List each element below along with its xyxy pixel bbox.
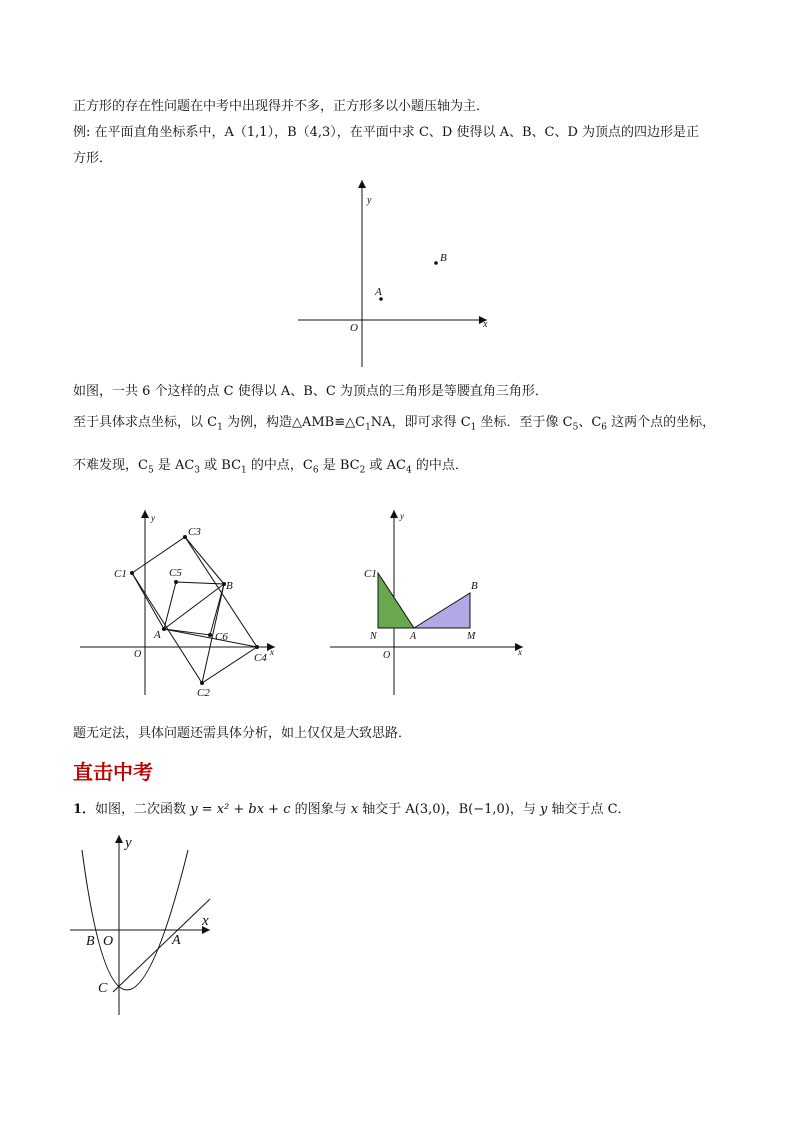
problem1-line: [73, 801, 631, 819]
problem1-text: 轴交于点 C．: [547, 802, 631, 817]
figure2-segment-bc3: [185, 537, 224, 584]
figure2-label-c5: C5: [169, 567, 182, 579]
explain-text: NA，即可求得 C: [370, 415, 471, 430]
figure2-label-c4: C4: [254, 652, 267, 664]
subscript: 1: [241, 465, 247, 476]
closing-line: 题无定法，具体问题还需具体分析，如上仅仅是大致思路．: [73, 726, 412, 741]
figure1-x-label: x: [483, 319, 488, 330]
subscript: 5: [147, 465, 154, 476]
explain-text: 或 BC: [200, 458, 242, 473]
subscript: 5: [572, 422, 579, 433]
figure4-label-b: B: [86, 934, 95, 949]
explain-text: 的中点，C: [246, 458, 313, 473]
problem1-formula: y = x² + bx + c: [190, 802, 291, 817]
problem1-text: 的图象与: [290, 802, 351, 817]
figure3-label-n: N: [370, 631, 377, 642]
figure4-origin-label: O: [103, 934, 114, 949]
explain-text: 、C: [578, 415, 602, 430]
figure2-point-c6: [208, 633, 212, 637]
explain-text: 的中点．: [411, 458, 468, 473]
subscript: 2: [359, 465, 366, 476]
figure2-point-c3: [183, 535, 187, 539]
figure1-label-a: A: [375, 286, 382, 298]
figure2-origin-label: O: [134, 649, 142, 660]
example-prefix: 例: 在平面直角坐标系中，: [73, 125, 225, 140]
figure4-label-c: C: [98, 981, 108, 996]
figure3-origin-label: O: [383, 650, 391, 661]
explain-text: 至于具体求点坐标，以 C: [73, 415, 218, 430]
figure2-label-a: A: [154, 629, 161, 641]
subscript: 3: [194, 465, 201, 476]
figure4-parabola-graph: [70, 832, 220, 1022]
figure1-y-label: y: [367, 195, 372, 206]
figure2-x-label: x: [270, 647, 274, 657]
explain-text: 为例，构造△AMB≌△C: [222, 415, 366, 430]
subscript: 1: [365, 422, 371, 433]
intro-line-1: 正方形的存在性问题在中考中出现得并不多，正方形多以小题压轴为主．: [73, 99, 490, 114]
figure2-point-c1: [130, 571, 134, 575]
subscript: 1: [217, 422, 223, 433]
figure3-label-c1: C1: [364, 568, 377, 580]
figure4-label-a: A: [172, 933, 181, 948]
figure2-y-label: y: [151, 513, 155, 523]
figure2-label-b: B: [226, 580, 233, 592]
subscript: 6: [312, 465, 319, 476]
subscript: 1: [470, 422, 477, 433]
figure4-y-label: y: [125, 835, 132, 851]
figure2-squares-diagram: [80, 505, 290, 700]
figure2-point-c4: [255, 645, 259, 649]
figure3-label-m: M: [467, 631, 476, 642]
figure3-green-triangle: [378, 573, 414, 628]
figure2-label-c1: C1: [114, 568, 127, 580]
figure2-label-c3: C3: [188, 526, 201, 538]
problem1-x-var: x: [350, 802, 359, 817]
figure1-point-b: [434, 261, 438, 265]
figure2-label-c6: C6: [215, 631, 228, 643]
figure2-y-arrow: [141, 510, 149, 518]
problem1-y-var: y: [539, 802, 548, 817]
example-points: A（1,1），B（4,3），在平面中求 C、D 使得以 A、B、C、D 为顶点的四边形是正: [224, 125, 700, 140]
figure1-y-arrow: [358, 180, 366, 188]
problem1-text: 轴交于 A(3,0)，B(−1,0)，与: [358, 802, 540, 817]
figure1-coordinate-plane: [295, 175, 495, 370]
figure2-point-c5: [174, 580, 178, 584]
intro-line-3: 方形．: [73, 151, 113, 166]
explain-text: 是 AC: [153, 458, 195, 473]
explain-line-3: [73, 457, 468, 480]
figure2-label-c2: C2: [197, 687, 210, 699]
explain-text: 或 AC: [365, 458, 406, 473]
figure3-y-arrow: [390, 510, 398, 518]
figure3-y-label: y: [400, 511, 404, 521]
explain-text: 是 BC: [318, 458, 360, 473]
figure2-point-a: [162, 627, 166, 631]
figure3-x-label: x: [518, 647, 522, 657]
section-title: 直击中考: [73, 760, 153, 784]
explain-text: 坐标．至于像 C: [476, 415, 573, 430]
figure1-label-b: B: [440, 252, 447, 264]
figure4-line-ac: [113, 899, 210, 992]
figure2-small-square: [164, 582, 224, 635]
figure2-segment-ac1: [132, 573, 164, 629]
intro-example: [73, 124, 699, 142]
subscript: 4: [405, 465, 412, 476]
figure1-origin-label: O: [350, 322, 358, 334]
figure3-label-b: B: [471, 580, 478, 592]
figure4-parabola: [82, 850, 188, 990]
problem1-text: 如图，二次函数: [95, 802, 191, 817]
figure4-x-label: x: [202, 913, 209, 929]
figure4-y-arrow: [115, 835, 123, 843]
figure3-congruent-triangles: [330, 505, 530, 700]
explain-text: 这两个点的坐标，: [607, 415, 716, 430]
explain-text: 不难发现，C: [73, 458, 148, 473]
figure3-label-a: A: [410, 631, 417, 642]
explain-line-2: [73, 414, 715, 437]
figure2-point-c2: [200, 681, 204, 685]
figure2-big-rectangle: [132, 537, 257, 683]
explain-line-1: 如图，一共 6 个这样的点 C 使得以 A、B、C 为顶点的三角形是等腰直角三角形．: [73, 384, 548, 399]
subscript: 6: [601, 422, 608, 433]
figure3-purple-triangle: [414, 593, 470, 628]
problem1-number: 1．: [73, 802, 96, 817]
